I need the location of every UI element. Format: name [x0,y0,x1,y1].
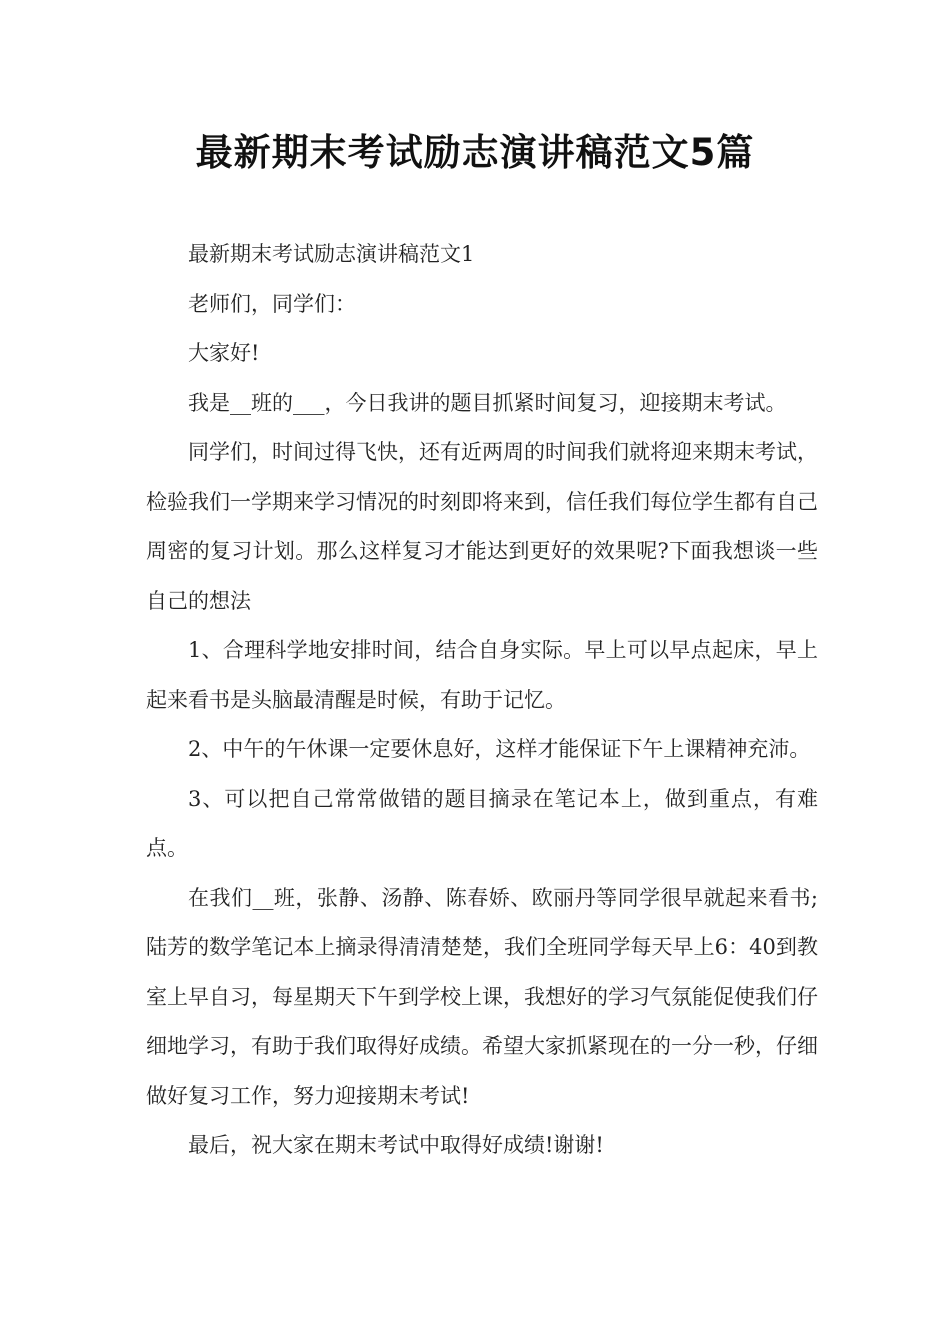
example-paragraph: 在我们__班，张静、汤静、陈春娇、欧丽丹等同学很早就起来看书;陆芳的数学笔记本上摘录得清清楚楚，我们全班同学每天早上6：40到教室上早自习，每星期天下午到学校上课，我想好的学习气氛能促使我们仔细地学习，有助于我们取得好成绩。希望大家抓紧现在的一分一秒，仔细做好复习工作，努力迎接期末考试! [146,885,818,1108]
point-1-paragraph: 1、合理科学地安排时间，结合自身实际。早上可以早点起床，早上起来看书是头脑最清醒是时候，有助于记忆。 [146,638,818,712]
document-body [146,230,818,1171]
subtitle-paragraph: 最新期末考试励志演讲稿范文1 [188,242,475,266]
document-title: 最新期末考试励志演讲稿范文5篇 [195,131,755,174]
closing-paragraph: 最后，祝大家在期末考试中取得好成绩!谢谢! [188,1133,604,1157]
greeting-paragraph: 老师们，同学们： [188,291,356,316]
salutation-paragraph: 大家好! [188,341,260,365]
point-3-paragraph: 3、可以把自己常常做错的题目摘录在笔记本上，做到重点，有难点。 [146,786,818,860]
point-2-paragraph: 2、中午的午休课一定要休息好，这样才能保证下午上课精神充沛。 [188,737,811,761]
intro-paragraph: 我是__班的___，今日我讲的题目抓紧时间复习，迎接期末考试。 [188,390,787,415]
body-paragraph: 同学们，时间过得飞快，还有近两周的时间我们就将迎来期末考试，检验我们一学期来学习情况的时刻即将来到，信任我们每位学生都有自己周密的复习计划。那么这样复习才能达到更好的效果呢?下面我想谈一些自己的想法 [146,440,818,613]
